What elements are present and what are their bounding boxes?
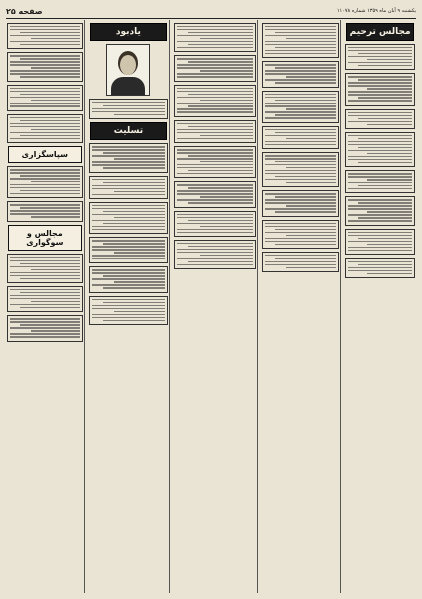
notice [262, 190, 340, 216]
notice [89, 176, 169, 199]
notice [345, 258, 415, 278]
notice [174, 23, 255, 52]
section-banner-yadbood: یادبود [90, 23, 168, 41]
notice [174, 181, 255, 207]
notice [89, 99, 169, 119]
notice [345, 196, 415, 225]
notice [262, 252, 340, 272]
section-banner-majales-tarhim: مجالس ترحیم [346, 23, 414, 41]
notice [345, 44, 415, 70]
notice [7, 85, 83, 111]
section-banner-sepasgozari: سپاسگزاری [8, 146, 82, 163]
column-4 [88, 20, 171, 593]
notice [345, 132, 415, 167]
notice [89, 143, 169, 172]
columns [6, 20, 416, 593]
notice [345, 109, 415, 129]
notice [89, 296, 169, 325]
page-number: صفحه ۲۵ [6, 6, 43, 16]
notice [174, 211, 255, 237]
column-2 [261, 20, 342, 593]
notice [7, 114, 83, 143]
notice [89, 202, 169, 234]
notice [7, 52, 83, 81]
notice [7, 315, 83, 341]
notice [7, 201, 83, 221]
notice [174, 55, 255, 81]
section-banner-majales-sogvari: مجالس و سوگواری [8, 225, 82, 251]
column-3 [173, 20, 257, 593]
notice [7, 286, 83, 312]
notice [262, 126, 340, 149]
notice [262, 152, 340, 187]
notice [174, 85, 255, 117]
notice [174, 120, 255, 143]
notice [262, 61, 340, 87]
notice [7, 166, 83, 198]
notice [262, 220, 340, 249]
section-banner-tasliyat: تسلیت [90, 122, 168, 140]
column-5 [6, 20, 85, 593]
page-header [6, 4, 416, 19]
notice [174, 240, 255, 269]
notice [89, 266, 169, 292]
notice [345, 170, 415, 193]
notice [7, 23, 83, 49]
notice [345, 229, 415, 255]
notice [262, 23, 340, 58]
notice [174, 146, 255, 178]
notice [89, 237, 169, 263]
notice [262, 91, 340, 123]
memorial-photo [106, 44, 150, 96]
notice [345, 73, 415, 105]
issue-line: یکشنبه ۹ آبان ماه ۱۳۵۹ شماره ۱۱۰۷۸ [336, 8, 416, 14]
column-1 [344, 20, 416, 593]
notice [7, 254, 83, 283]
